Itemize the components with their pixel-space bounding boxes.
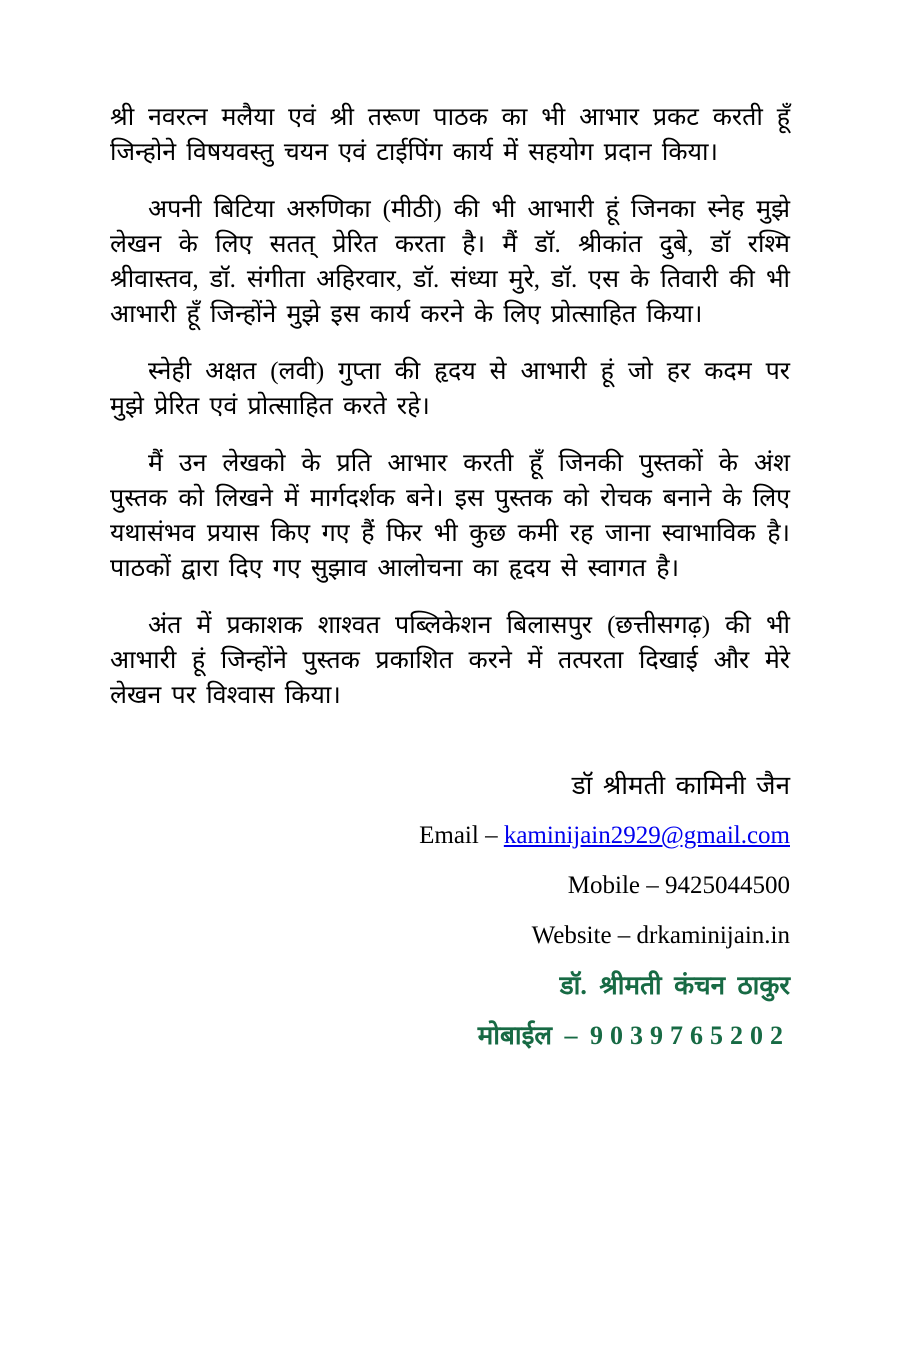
author-name: डॉ श्रीमती कामिनी जैन	[571, 771, 790, 800]
acknowledgement-paragraph-3: स्नेही अक्षत (लवी) गुप्ता की हृदय से आभारी हूं जो हर कदम पर मुझे प्रेरित एवं प्रोत्साहित करते रहे।	[110, 358, 790, 420]
mobile-line: Mobile – 9425044500	[567, 872, 790, 899]
page-content	[110, 100, 790, 1069]
second-mobile-number: 9039765202	[590, 1021, 790, 1050]
acknowledgement-paragraph-4: मैं उन लेखको के प्रति आभार करती हूँ जिनकी पुस्तकों के अंश पुस्तक को लिखने में मार्गदर्शक बने। इस पुस्तक को रोचक बनाने के लिए यथासंभव प्रयास किए गए हैं फिर भी कुछ कमी रह जाना स्वाभाविक है। पाठकों द्वारा दिए गए सुझाव आलोचना का हृदय से स्वागत है।	[110, 450, 790, 582]
acknowledgement-paragraph-5: अंत में प्रकाशक शाश्वत पब्लिकेशन बिलासपुर (छत्तीसगढ़) की भी आभारी हूं जिन्होंने पुस्तक प्रकाशित करने में तत्परता दिखाई और मेरे लेखन पर विश्वास किया।	[110, 612, 790, 709]
website-line: Website – drkaminijain.in	[531, 922, 790, 949]
signature-block	[110, 769, 790, 1052]
email-line	[110, 819, 790, 852]
second-mobile-label: मोबाईल –	[477, 1021, 590, 1050]
email-link[interactable]: kaminijain2929@gmail.com	[503, 822, 790, 849]
email-label: Email –	[419, 822, 504, 849]
acknowledgement-paragraph-2: अपनी बिटिया अरुणिका (मीठी) की भी आभारी हूं जिनका स्नेह मुझे लेखन के लिए सतत् प्रेरित करता है। मैं डॉ. श्रीकांत दुबे, डॉ रश्मि श्रीवास्तव, डॉ. संगीता अहिरवार, डॉ. संध्या मुरे, डॉ. एस के तिवारी की भी आभारी हूँ जिन्होंने मुझे इस कार्य करने के लिए प्रोत्साहित किया।	[110, 196, 790, 328]
second-mobile-line	[110, 1019, 790, 1052]
second-author-name: डॉ. श्रीमती कंचन ठाकुर	[559, 971, 790, 1000]
acknowledgement-paragraph-1: श्री नवरत्न मलैया एवं श्री तरूण पाठक का भी आभार प्रकट करती हूँ जिन्होने विषयवस्तु चयन एवं टाईपिंग कार्य में सहयोग प्रदान किया।	[110, 104, 790, 166]
